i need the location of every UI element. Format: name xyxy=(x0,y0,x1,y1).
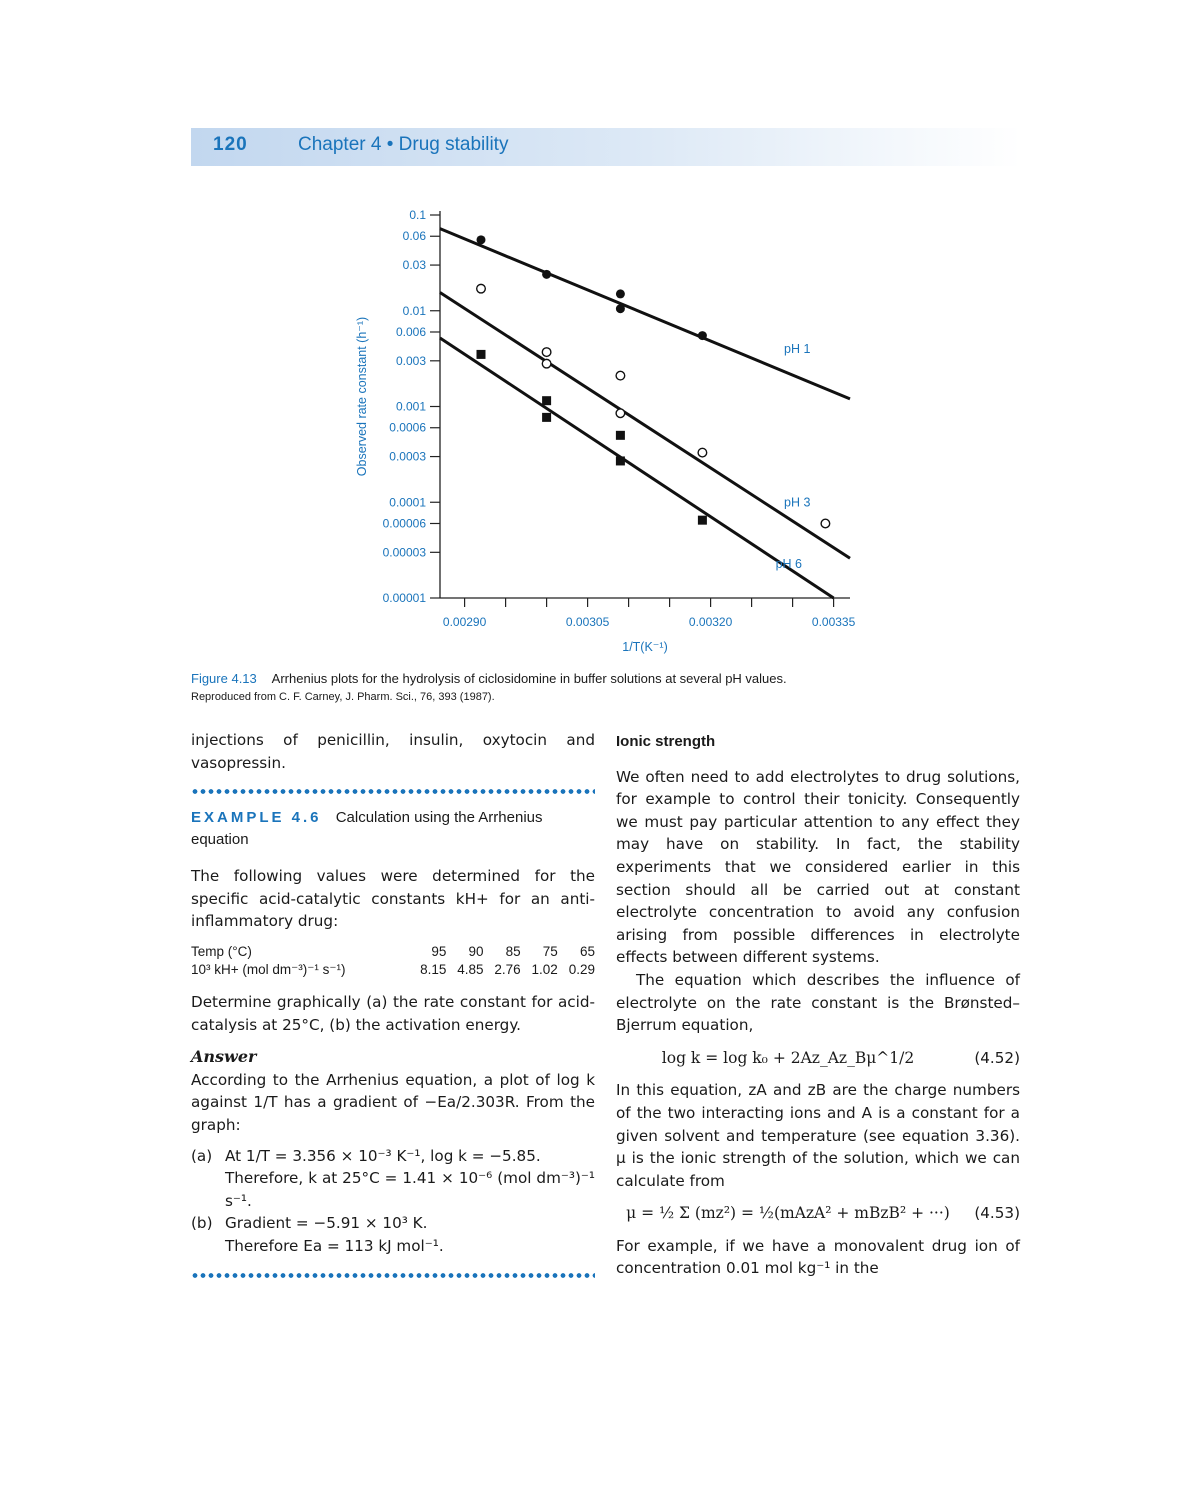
table-cell: 75 xyxy=(542,943,558,959)
data-point-ph1 xyxy=(477,235,486,244)
rate-data-table xyxy=(191,943,595,979)
answer-item-line: Gradient = −5.91 × 10³ K. xyxy=(225,1214,428,1233)
y-tick-label: 0.00006 xyxy=(382,516,426,531)
data-point-ph6 xyxy=(698,516,707,525)
chart-labels xyxy=(355,208,856,654)
running-head: Chapter 4 • Drug stability xyxy=(298,134,509,155)
y-tick-label: 0.0006 xyxy=(389,420,426,435)
data-point-ph3 xyxy=(616,409,625,418)
y-axis-label: Observed rate constant (h⁻¹) xyxy=(355,316,369,477)
data-point-ph3 xyxy=(542,359,551,368)
x-tick-label: 0.00305 xyxy=(565,615,610,629)
table-cell: 1.02 xyxy=(531,961,558,977)
y-tick-label: 0.0001 xyxy=(389,495,426,510)
figure-caption-text: Arrhenius plots for the hydrolysis of ciclosidomine in buffer solutions at several pH values. xyxy=(271,671,787,686)
data-point-ph3 xyxy=(821,519,830,528)
data-point-ph3 xyxy=(542,348,551,357)
table-cell: 2.76 xyxy=(494,961,521,977)
fit-line-ph-1 xyxy=(440,229,850,399)
section-heading: Ionic strength xyxy=(616,733,716,750)
answer-item-line: Therefore Ea = 113 kJ mol⁻¹. xyxy=(225,1236,444,1255)
example-heading xyxy=(191,807,595,851)
answer-item-marker: (a) xyxy=(191,1146,213,1165)
page-number: 120 xyxy=(213,134,248,155)
y-tick-label: 0.001 xyxy=(395,399,426,414)
data-point-ph3 xyxy=(698,448,707,457)
table-cell: 4.85 xyxy=(457,961,484,977)
figure-source: Reproduced from C. F. Carney, J. Pharm. Sci., 76, 393 (1987). xyxy=(191,691,495,703)
figure-label: Figure 4.13 xyxy=(191,671,257,686)
example-label: EXAMPLE 4.6 xyxy=(191,809,322,827)
example-top-rule xyxy=(191,788,595,795)
body-paragraph: For example, if we have a monovalent drug ion of concentration 0.01 mol kg⁻¹ in the xyxy=(616,1236,1020,1278)
equation-expression: μ = ½ Σ (mz²) = ½(mAzA² + mBzB² + ···) xyxy=(626,1204,950,1223)
data-point-ph1 xyxy=(698,331,707,340)
table-row-label: Temp (°C) xyxy=(191,943,252,959)
data-point-ph6 xyxy=(542,396,551,405)
answer-title: Answer xyxy=(191,1047,257,1067)
y-tick-label: 0.0003 xyxy=(389,449,426,464)
answer-item-marker: (b) xyxy=(191,1214,213,1233)
y-tick-label: 0.00003 xyxy=(382,545,426,560)
body-paragraph: In this equation, zA and zB are the charge numbers of the two interacting ions and A is a constant for a given solvent and temperature (see equation 3.36). μ is the ionic strength of the solution, which we can calculate from xyxy=(616,1081,1020,1190)
left-column xyxy=(191,729,595,1291)
table-cell: 0.29 xyxy=(568,961,595,977)
y-tick-label: 0.003 xyxy=(395,353,426,368)
body-paragraph: We often need to add electrolytes to drug solutions, for example to control their tonicity. Consequently we must pay particular attention to any effect they may have on stability. In fact, the stability experiments that we considered earlier in this section should all be carried out at constant electrolyte concentration to avoid any confusion arising from possible differences in electrolyte effects between different systems. xyxy=(616,767,1020,967)
series-label: pH 3 xyxy=(784,495,811,510)
data-point-ph6 xyxy=(616,431,625,440)
equation-4-52 xyxy=(616,1047,1020,1070)
data-point-ph1 xyxy=(616,289,625,298)
equation-number: (4.52) xyxy=(974,1048,1020,1067)
question-text: Determine graphically (a) the rate constant for acid-catalysis at 25°C, (b) the activation energy. xyxy=(191,992,595,1034)
chart-fit-lines xyxy=(440,229,850,598)
table-row-label: 10³ kH+ (mol dm⁻³)⁻¹ s⁻¹) xyxy=(191,961,346,977)
answer-item xyxy=(191,1145,595,1213)
x-tick-label: 0.00320 xyxy=(688,615,733,629)
equation-expression: log k = log k₀ + 2Az_Az_Bμ^1/2 xyxy=(661,1048,915,1067)
y-tick-label: 0.006 xyxy=(395,324,426,339)
fit-line-ph-3 xyxy=(440,293,850,559)
example-title: Calculation using the Arrhenius equation xyxy=(191,809,543,849)
right-column xyxy=(616,729,1020,1280)
y-tick-label: 0.06 xyxy=(402,229,426,244)
answer-item-line: At 1/T = 3.356 × 10⁻³ K⁻¹, log k = −5.85. xyxy=(225,1146,541,1165)
body-paragraph: The equation which describes the influence of electrolyte on the rate constant is the Brønsted–Bjerrum equation, xyxy=(616,970,1020,1035)
y-tick-label: 0.01 xyxy=(402,303,426,318)
data-point-ph1 xyxy=(616,304,625,313)
example-text: The following values were determined for the specific acid-catalytic constants kH+ for an anti-inflammatory drug: xyxy=(191,867,595,931)
answer-intro: According to the Arrhenius equation, a plot of log k against 1/T has a gradient of −Ea/2.303R. From the graph: xyxy=(191,1070,595,1134)
answer-item xyxy=(191,1212,595,1257)
answer-item-line: Therefore, k at 25°C = 1.41 × 10⁻⁶ (mol dm⁻³)⁻¹ s⁻¹. xyxy=(225,1169,595,1210)
table-cell: 65 xyxy=(579,943,595,959)
example-bottom-rule xyxy=(191,1272,595,1279)
x-axis-label: 1/T(K⁻¹) xyxy=(622,640,668,654)
intro-paragraph: injections of penicillin, insulin, oxytocin and vasopressin. xyxy=(191,731,595,772)
table-row xyxy=(191,943,595,961)
table-cell: 8.15 xyxy=(420,961,447,977)
x-tick-label: 0.00335 xyxy=(811,615,856,629)
data-point-ph3 xyxy=(616,371,625,380)
chart-axes xyxy=(430,211,850,607)
data-point-ph6 xyxy=(477,350,486,359)
series-label: pH 1 xyxy=(784,341,811,356)
table-cell: 85 xyxy=(505,943,521,959)
data-point-ph1 xyxy=(542,270,551,279)
table-cell: 95 xyxy=(431,943,447,959)
equation-number: (4.53) xyxy=(974,1204,1020,1223)
series-label: pH 6 xyxy=(775,557,803,571)
chart-points xyxy=(477,235,830,527)
y-tick-label: 0.1 xyxy=(409,208,426,222)
data-point-ph3 xyxy=(477,284,486,293)
table-cell: 90 xyxy=(468,943,484,959)
y-tick-label: 0.03 xyxy=(402,258,426,273)
data-point-ph6 xyxy=(542,413,551,422)
table-row xyxy=(191,961,595,979)
data-point-ph6 xyxy=(616,456,625,465)
equation-4-53 xyxy=(616,1202,1020,1225)
figure-caption xyxy=(191,670,1021,706)
y-tick-label: 0.00001 xyxy=(382,591,426,605)
arrhenius-chart xyxy=(340,195,880,665)
x-tick-label: 0.00290 xyxy=(442,615,487,629)
fit-line-ph-6 xyxy=(440,338,834,598)
